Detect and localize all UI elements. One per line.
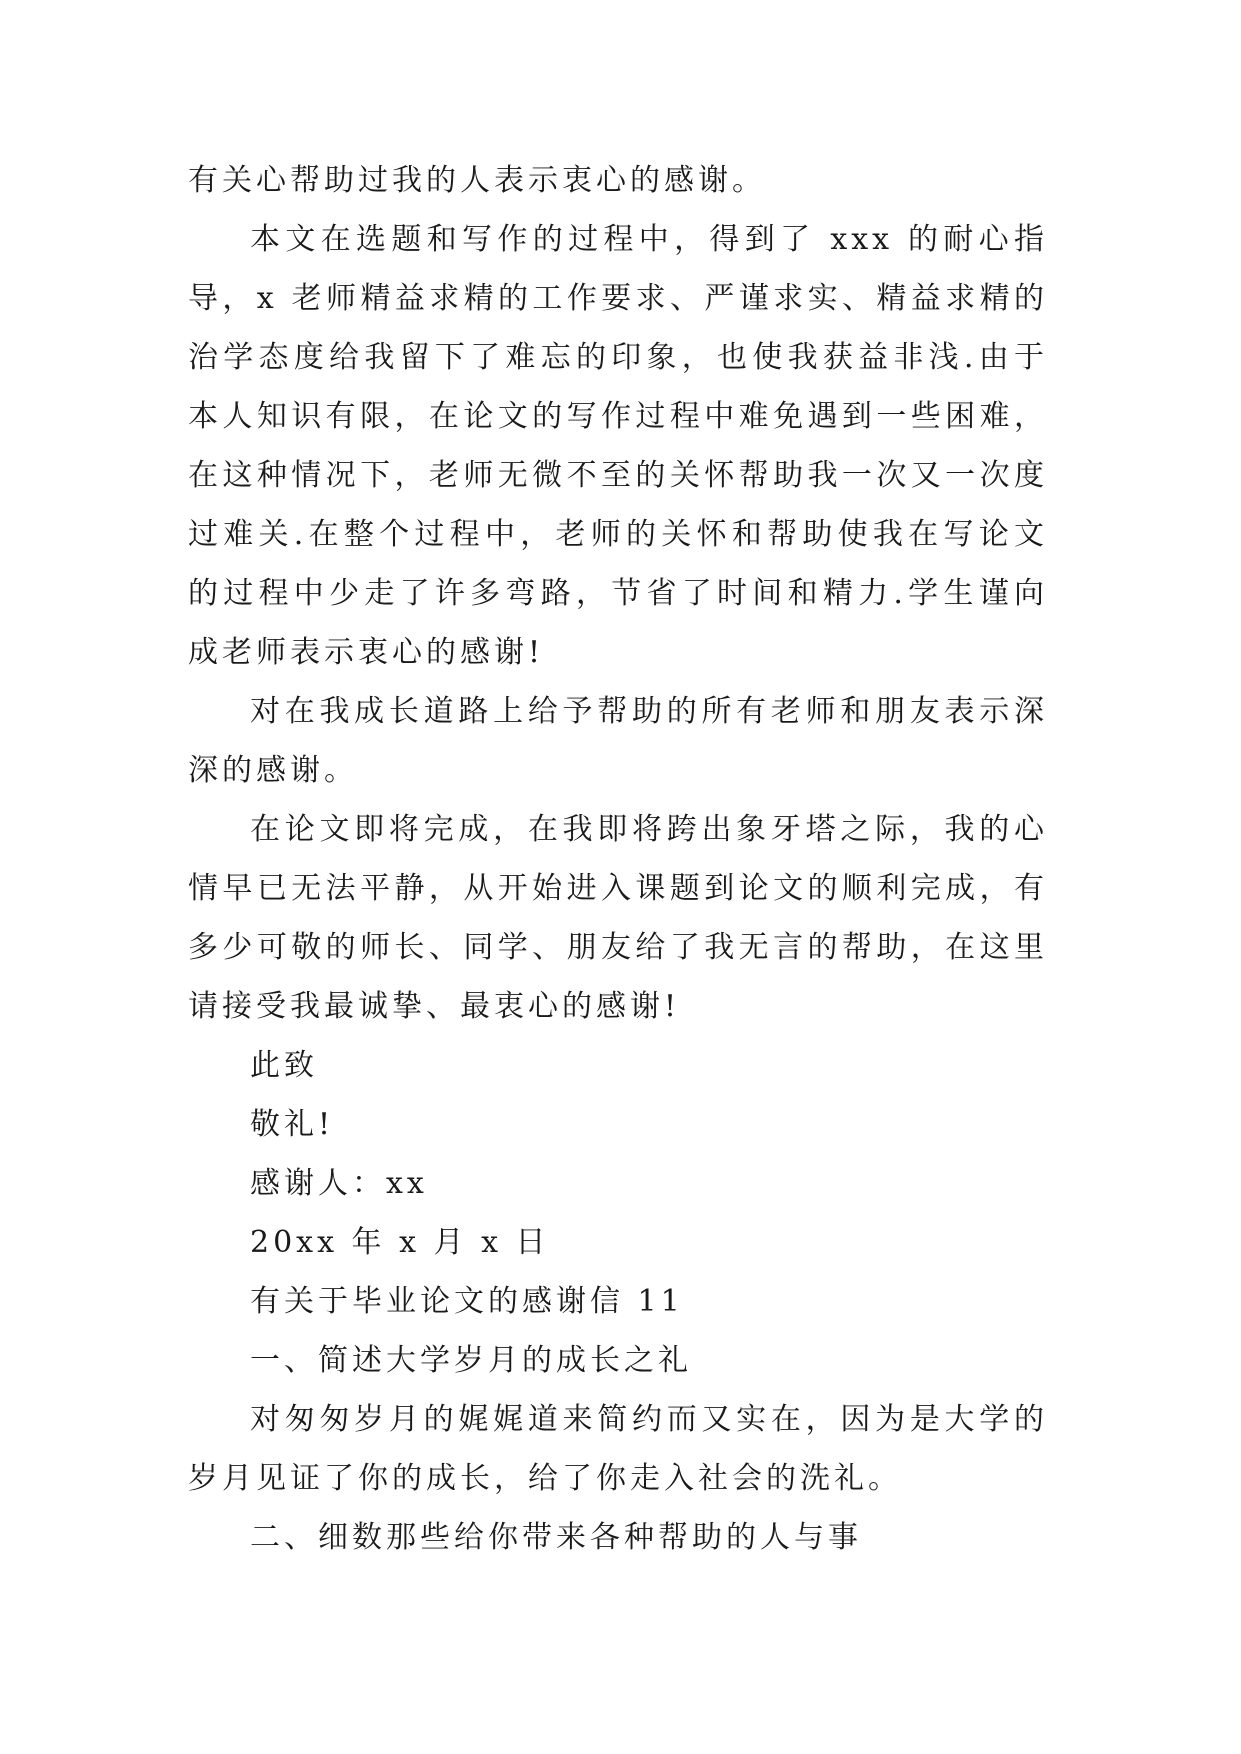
section-heading-2: 二、细数那些给你带来各种帮助的人与事: [250, 1520, 862, 1555]
paragraph-gratitude: 在论文即将完成，在我即将跨出象牙塔之际，我的心情早已无法平静，从开始进入课题到论文的顺利完成，有多少可敬的师长、同学、朋友给了我无言的帮助，在这里请接受我最诚挚、最衷心的感谢!: [188, 812, 1048, 1024]
signer: 感谢人：xx: [250, 1166, 428, 1201]
document-body: [188, 151, 1048, 1567]
closing-salutation: 此致: [250, 1048, 318, 1083]
section-heading-1: 一、简述大学岁月的成长之礼: [250, 1343, 692, 1378]
date: 20xx 年 x 月 x 日: [250, 1225, 550, 1260]
paragraph-continued: 有关心帮助过我的人表示衷心的感谢。: [188, 163, 766, 198]
closing-respect: 敬礼!: [250, 1107, 335, 1142]
paragraph-thanks-friends: 对在我成长道路上给予帮助的所有老师和朋友表示深深的感谢。: [188, 694, 1048, 788]
section-title: 有关于毕业论文的感谢信 11: [250, 1284, 684, 1319]
paragraph-guidance: 本文在选题和写作的过程中，得到了 xxx 的耐心指导，x 老师精益求精的工作要求、严谨求实、精益求精的治学态度给我留下了难忘的印象，也使我获益非浅.由于本人知识有限，在论文的写作过程中难免遇到一些困难，在这种情况下，老师无微不至的关怀帮助我一次又一次度过难关.在整个过程中，老师的关怀和帮助使我在写论文的过程中少走了许多弯路，节省了时间和精力.学生谨向成老师表示衷心的感谢!: [188, 222, 1048, 670]
section-paragraph-1: 对匆匆岁月的娓娓道来简约而又实在，因为是大学的岁月见证了你的成长，给了你走入社会的洗礼。: [188, 1402, 1048, 1496]
